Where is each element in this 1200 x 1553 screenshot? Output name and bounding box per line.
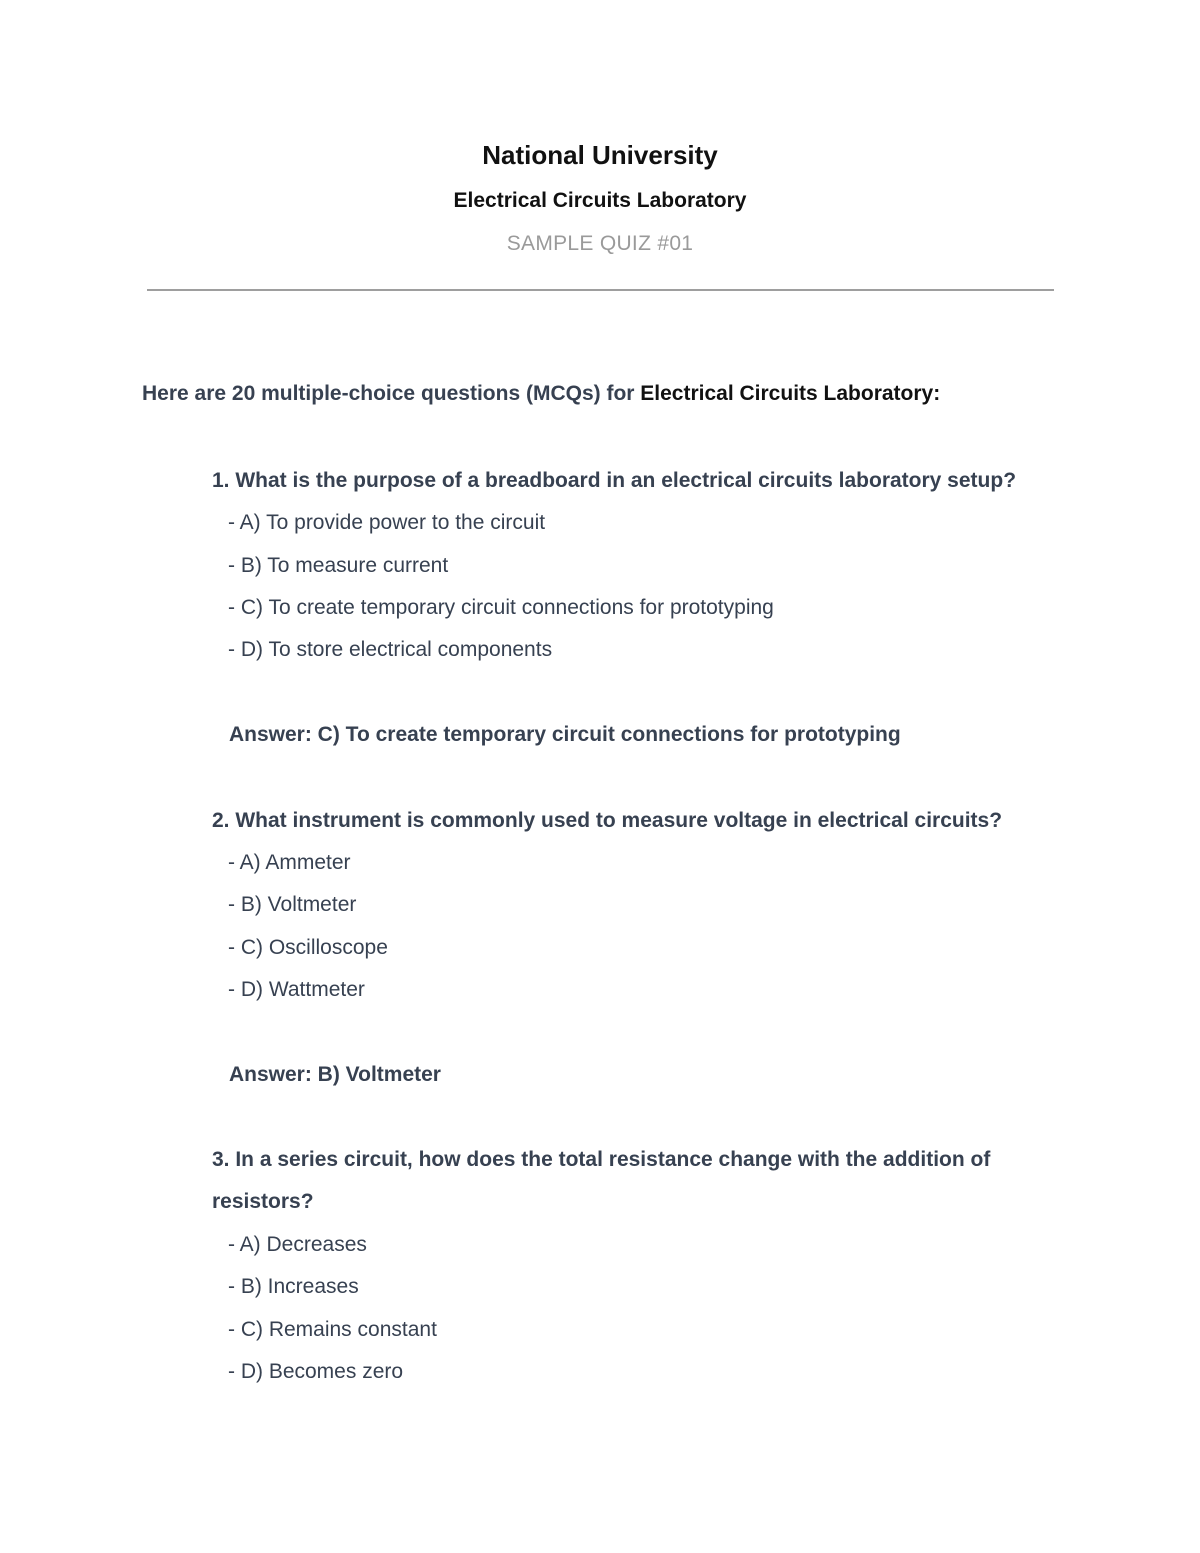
question-1-option-a: - A) To provide power to the circuit <box>228 511 546 534</box>
question-2-option-b: - B) Voltmeter <box>228 893 357 916</box>
question-1-option-d: - D) To store electrical components <box>228 638 553 661</box>
intro-suffix: : <box>933 382 941 405</box>
question-1-option-c: - C) To create temporary circuit connections for prototyping <box>228 596 774 619</box>
header-divider <box>147 289 1054 291</box>
question-2-option-a: - A) Ammeter <box>228 851 351 874</box>
question-3-line-1: 3. In a series circuit, how does the total resistance change with the addition of <box>212 1148 991 1171</box>
quiz-label: SAMPLE QUIZ #01 <box>506 232 694 255</box>
question-2-option-d: - D) Wattmeter <box>228 978 365 1001</box>
question-2-option-c: - C) Oscilloscope <box>228 936 388 959</box>
course-title: Electrical Circuits Laboratory <box>453 189 747 212</box>
question-3-option-b: - B) Increases <box>228 1275 359 1298</box>
intro-prefix: Here are 20 multiple-choice questions (MCQs) for <box>142 382 641 405</box>
intro-text <box>142 382 940 406</box>
question-3-option-c: - C) Remains constant <box>228 1318 437 1341</box>
question-3-option-d: - D) Becomes zero <box>228 1360 404 1383</box>
university-title: National University <box>482 140 718 170</box>
question-1-answer: Answer: C) To create temporary circuit connections for prototyping <box>229 723 901 746</box>
question-1: 1. What is the purpose of a breadboard in an electrical circuits laboratory setup? <box>212 469 1017 492</box>
question-3-line-2: resistors? <box>212 1190 314 1213</box>
question-1-option-b: - B) To measure current <box>228 554 449 577</box>
question-2-answer: Answer: B) Voltmeter <box>229 1063 441 1086</box>
question-3-option-a: - A) Decreases <box>228 1233 367 1256</box>
question-2: 2. What instrument is commonly used to measure voltage in electrical circuits? <box>212 809 1003 832</box>
intro-subject: Electrical Circuits Laboratory <box>640 382 934 405</box>
